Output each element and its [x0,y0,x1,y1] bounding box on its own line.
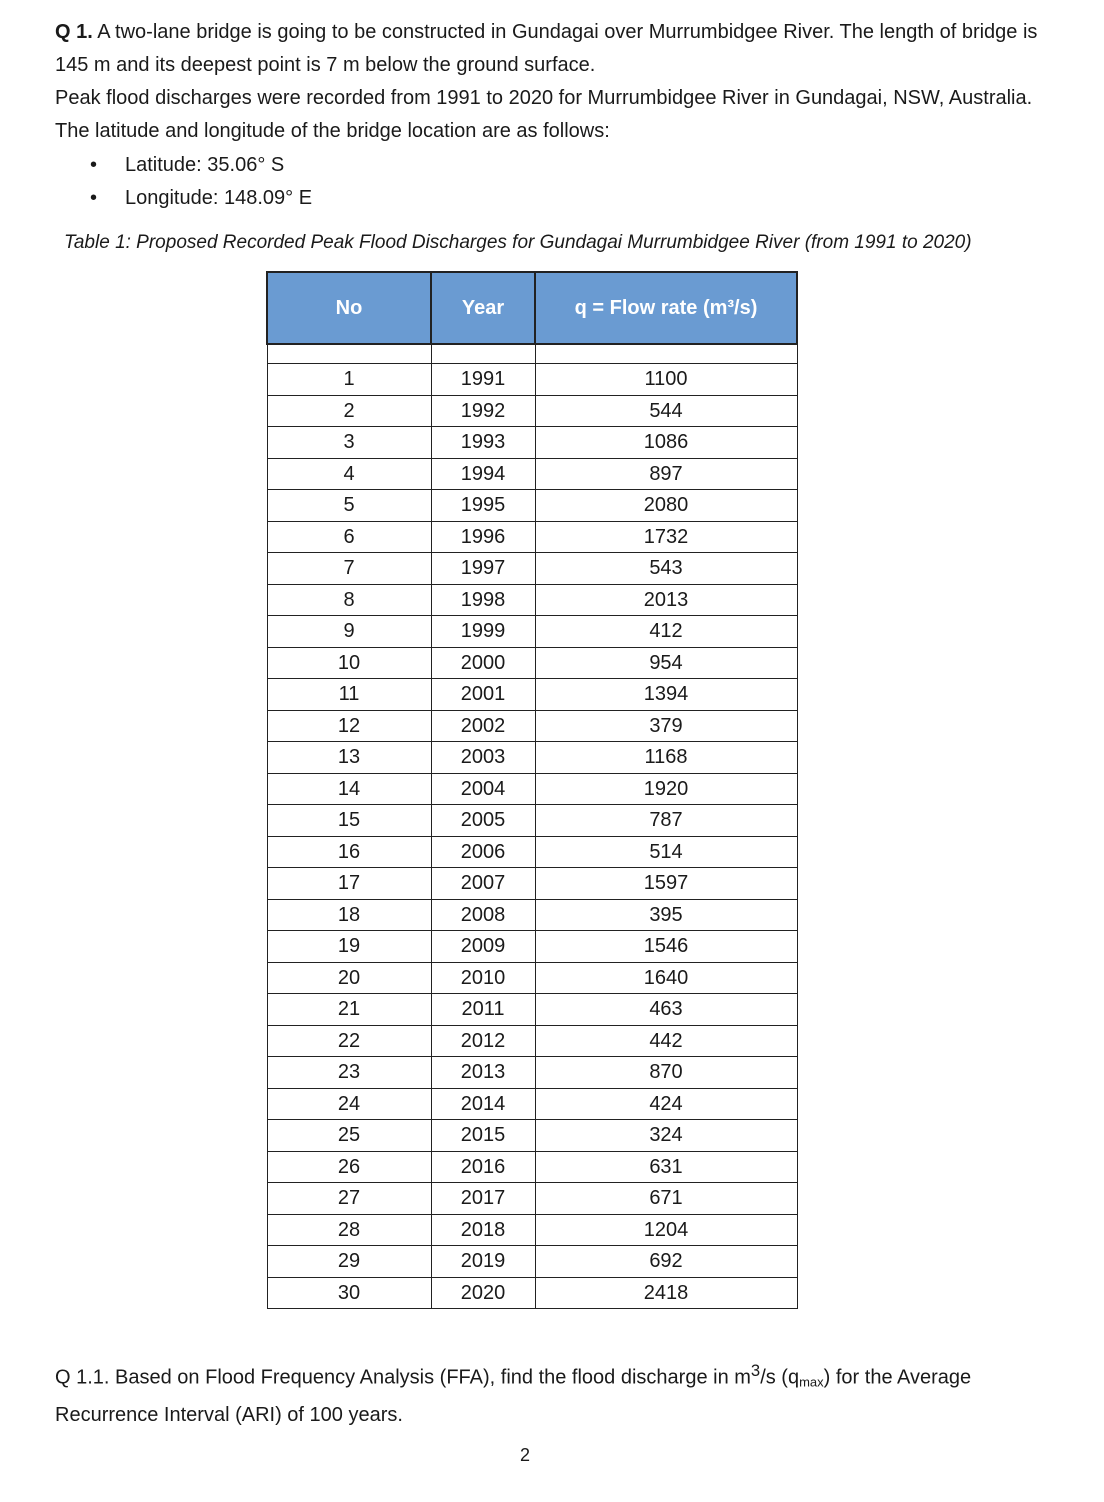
table-row [267,1214,797,1246]
cell-no: 19 [267,931,431,963]
question-intro [55,16,1065,148]
table-row [267,1277,797,1309]
table-row [267,616,797,648]
cell-flow-rate: 2013 [535,584,797,616]
cell-flow-rate: 424 [535,1088,797,1120]
cell-year: 2008 [431,899,535,931]
table-row [267,962,797,994]
cell-flow-rate: 395 [535,899,797,931]
bullet-icon: • [90,187,98,209]
cell-year: 1994 [431,458,535,490]
table-row [267,584,797,616]
cell-no: 15 [267,805,431,837]
table-caption: Table 1: Proposed Recorded Peak Flood Discharges for Gundagai Murrumbidgee River (from 1991 to 2020) [64,232,972,253]
cell-flow-rate: 954 [535,647,797,679]
cell-flow-rate: 1546 [535,931,797,963]
cell-no: 11 [267,679,431,711]
cell-year: 1995 [431,490,535,522]
list-item [90,182,312,215]
cell-year: 2004 [431,773,535,805]
question-1-1 [55,1354,1065,1432]
cell-flow-rate: 442 [535,1025,797,1057]
cell-flow-rate: 1168 [535,742,797,774]
cell-year: 2001 [431,679,535,711]
cell-flow-rate: 692 [535,1246,797,1278]
cell-flow-rate: 1086 [535,427,797,459]
table-row [267,742,797,774]
cell-year: 2016 [431,1151,535,1183]
question-text-2: Peak flood discharges were recorded from 1991 to 2020 for Murrumbidgee River in Gundagai, NSW, Australia. The latitude and longitude of the bridge location are as follows: [55,87,1033,142]
header-year: Year [431,272,535,344]
cell-no: 24 [267,1088,431,1120]
table-row [267,679,797,711]
cell-year: 2010 [431,962,535,994]
table-row [267,364,797,396]
cell-flow-rate: 412 [535,616,797,648]
table-row [267,1057,797,1089]
cell-no: 3 [267,427,431,459]
cell-no: 25 [267,1120,431,1152]
cell-no: 27 [267,1183,431,1215]
cell-year: 2014 [431,1088,535,1120]
table-row [267,773,797,805]
cell-no: 12 [267,710,431,742]
cell-no: 14 [267,773,431,805]
cell-flow-rate: 671 [535,1183,797,1215]
table-row [267,490,797,522]
cell-year: 2000 [431,647,535,679]
cell-year: 2003 [431,742,535,774]
table-row [267,458,797,490]
cell-flow-rate: 897 [535,458,797,490]
cell-no: 22 [267,1025,431,1057]
cell-flow-rate: 870 [535,1057,797,1089]
cell-year: 2019 [431,1246,535,1278]
cell-no: 18 [267,899,431,931]
table-row [267,805,797,837]
table-row [267,553,797,585]
cell-no: 20 [267,962,431,994]
flood-discharge-table [266,271,798,1309]
cell-year: 2017 [431,1183,535,1215]
cell-flow-rate: 1394 [535,679,797,711]
cell-year: 1992 [431,395,535,427]
cell-flow-rate: 1920 [535,773,797,805]
cell-year: 2013 [431,1057,535,1089]
table-row [267,836,797,868]
cell-no: 7 [267,553,431,585]
cell-flow-rate: 544 [535,395,797,427]
cell-year: 1999 [431,616,535,648]
cell-flow-rate: 1204 [535,1214,797,1246]
table-row [267,1151,797,1183]
location-list [90,149,312,215]
table-row [267,1025,797,1057]
cell-year: 2007 [431,868,535,900]
cell-flow-rate: 787 [535,805,797,837]
cell-year: 2018 [431,1214,535,1246]
table-row [267,427,797,459]
cell-flow-rate: 1640 [535,962,797,994]
table-row [267,994,797,1026]
header-no: No [267,272,431,344]
table-row [267,1088,797,1120]
table-row [267,1246,797,1278]
cell-flow-rate: 2080 [535,490,797,522]
page-number: 2 [520,1445,531,1465]
cell-no: 1 [267,364,431,396]
cell-no: 30 [267,1277,431,1309]
cell-no: 5 [267,490,431,522]
q11-subscript: max [799,1374,824,1390]
cell-year: 2002 [431,710,535,742]
question-text: A two-lane bridge is going to be constructed in Gundagai over Murrumbidgee River. The length of bridge is 145 m and its deepest point is 7 m below the ground surface. [55,21,1038,76]
cell-year: 1993 [431,427,535,459]
cell-year: 2020 [431,1277,535,1309]
cell-flow-rate: 1100 [535,364,797,396]
cell-flow-rate: 1597 [535,868,797,900]
cell-no: 8 [267,584,431,616]
cell-year: 1991 [431,364,535,396]
cell-year: 1996 [431,521,535,553]
list-item [90,149,312,182]
table-row [267,521,797,553]
table-body [267,344,797,1309]
header-flow-rate: q = Flow rate (m³/s) [535,272,797,344]
table-header-row [267,272,797,344]
cell-flow-rate: 631 [535,1151,797,1183]
cell-no: 17 [267,868,431,900]
cell-flow-rate: 463 [535,994,797,1026]
cell-year: 2005 [431,805,535,837]
cell-no: 16 [267,836,431,868]
cell-flow-rate: 543 [535,553,797,585]
latitude-text: Latitude: 35.06° S [125,154,285,176]
cell-no: 9 [267,616,431,648]
cell-year: 1997 [431,553,535,585]
longitude-text: Longitude: 148.09° E [125,187,313,209]
table-row [267,395,797,427]
table-row [267,710,797,742]
cell-no: 29 [267,1246,431,1278]
cell-no: 13 [267,742,431,774]
cell-flow-rate: 2418 [535,1277,797,1309]
table-row [267,899,797,931]
cell-year: 2015 [431,1120,535,1152]
table-row [267,868,797,900]
cell-no: 23 [267,1057,431,1089]
cell-no: 28 [267,1214,431,1246]
cell-no: 2 [267,395,431,427]
cell-year: 2006 [431,836,535,868]
cell-flow-rate: 379 [535,710,797,742]
q11-text-2: /s (q [760,1366,800,1389]
table-row [267,647,797,679]
cell-year: 1998 [431,584,535,616]
q11-text-3: ) for the Average Recurrence Interval (ARI) of 100 years. [55,1366,972,1426]
cell-flow-rate: 324 [535,1120,797,1152]
table-row [267,1183,797,1215]
table-row [267,1120,797,1152]
cell-flow-rate: 514 [535,836,797,868]
cell-no: 21 [267,994,431,1026]
cell-no: 6 [267,521,431,553]
cell-no: 10 [267,647,431,679]
cell-year: 2009 [431,931,535,963]
cell-year: 2012 [431,1025,535,1057]
q11-superscript: 3 [750,1361,761,1380]
q11-text-1: Q 1.1. Based on Flood Frequency Analysis (FFA), find the flood discharge in m [55,1366,751,1389]
cell-flow-rate: 1732 [535,521,797,553]
table-row [267,931,797,963]
cell-no: 26 [267,1151,431,1183]
bullet-icon: • [90,154,98,176]
cell-year: 2011 [431,994,535,1026]
cell-no: 4 [267,458,431,490]
question-label: Q 1. [55,21,93,43]
